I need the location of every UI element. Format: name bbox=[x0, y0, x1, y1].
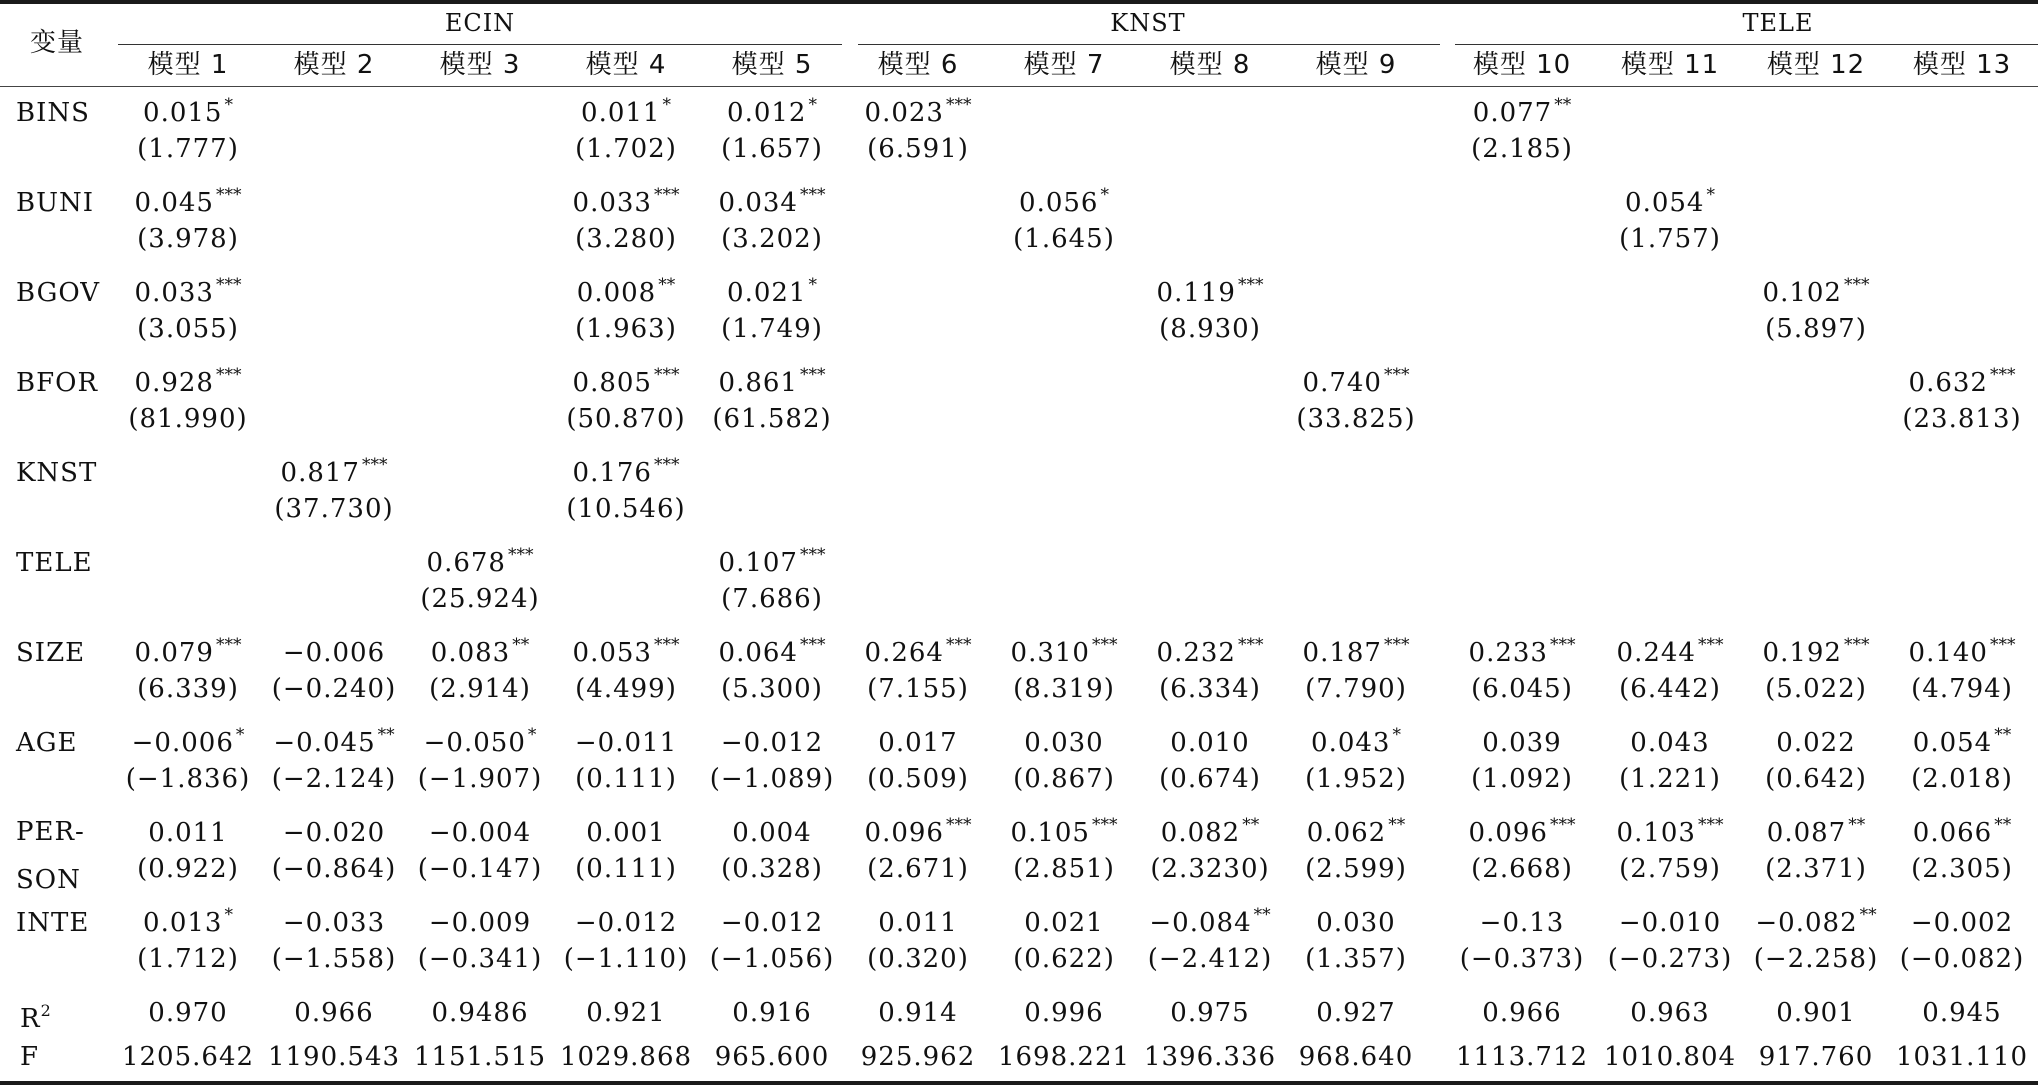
t-stat-cell: (−1.089) bbox=[709, 764, 835, 794]
t-stat-cell: (0.674) bbox=[1159, 764, 1261, 794]
significance-stars: ** bbox=[1994, 815, 2012, 835]
coefficient-cell: 0.011 bbox=[878, 908, 958, 938]
significance-stars: *** bbox=[1383, 635, 1410, 655]
coefficient-cell: −0.012 bbox=[720, 908, 824, 938]
f-value: 965.600 bbox=[714, 1042, 830, 1072]
coefficient-cell: −0.002 bbox=[1910, 908, 2014, 938]
t-stat-cell: (−1.056) bbox=[709, 944, 835, 974]
t-stat-cell: (8.319) bbox=[1013, 674, 1115, 704]
row-label-knst: KNST bbox=[16, 458, 98, 488]
f-value: 925.962 bbox=[860, 1042, 976, 1072]
significance-stars: *** bbox=[799, 185, 826, 205]
significance-stars: ** bbox=[1848, 815, 1866, 835]
coefficient-cell: 0.077 ** bbox=[1472, 95, 1572, 128]
row-label-r2 bbox=[20, 1001, 52, 1034]
t-stat-cell: (−1.836) bbox=[125, 764, 251, 794]
t-stat-cell: (5.300) bbox=[721, 674, 823, 704]
coefficient-cell: 0.244 *** bbox=[1616, 635, 1724, 668]
t-stat-cell: (1.357) bbox=[1305, 944, 1407, 974]
t-stat-cell: (3.055) bbox=[137, 314, 239, 344]
coefficient-cell: 0.740 *** bbox=[1302, 365, 1410, 398]
t-stat-cell: (37.730) bbox=[274, 494, 394, 524]
f-value: 1031.110 bbox=[1895, 1042, 2029, 1072]
coefficient-cell: 0.021 bbox=[1024, 908, 1104, 938]
significance-stars: ** bbox=[1253, 905, 1271, 925]
t-stat-cell: (1.749) bbox=[721, 314, 823, 344]
significance-stars: * bbox=[235, 725, 245, 745]
f-value: 917.760 bbox=[1758, 1042, 1874, 1072]
t-stat-cell: (−0.273) bbox=[1607, 944, 1733, 974]
significance-stars: *** bbox=[361, 455, 388, 475]
significance-stars: *** bbox=[799, 365, 826, 385]
t-stat-cell: (−2.258) bbox=[1753, 944, 1879, 974]
significance-stars: *** bbox=[1091, 815, 1118, 835]
significance-stars: ** bbox=[377, 725, 395, 745]
coefficient-cell: 0.079 *** bbox=[134, 635, 242, 668]
t-stat-cell: (23.813) bbox=[1902, 404, 2022, 434]
coefficient-cell: 0.008 ** bbox=[576, 275, 676, 308]
coefficient-cell: 0.632 *** bbox=[1908, 365, 2016, 398]
r2-value: 0.9486 bbox=[431, 998, 529, 1028]
significance-stars: * bbox=[808, 95, 817, 115]
significance-stars: *** bbox=[653, 635, 680, 655]
r2-value: 0.966 bbox=[294, 998, 374, 1028]
significance-stars: *** bbox=[1237, 275, 1264, 295]
row-label-tele: TELE bbox=[16, 548, 93, 578]
coefficient-cell: 0.043 * bbox=[1311, 725, 1401, 758]
coefficient-cell: 0.105 *** bbox=[1010, 815, 1118, 848]
coefficient-cell: 0.119 *** bbox=[1156, 275, 1264, 308]
significance-stars: *** bbox=[945, 635, 972, 655]
coefficient-cell: 0.001 bbox=[586, 818, 666, 848]
coefficient-cell: 0.678 *** bbox=[426, 545, 534, 578]
significance-stars: *** bbox=[507, 545, 534, 565]
t-stat-cell: (2.371) bbox=[1765, 854, 1867, 884]
coefficient-cell: 0.187 *** bbox=[1302, 635, 1410, 668]
coefficient-cell: −0.012 bbox=[720, 728, 824, 758]
coefficient-cell: 0.033 *** bbox=[572, 185, 680, 218]
t-stat-cell: (−1.110) bbox=[563, 944, 689, 974]
coefficient-cell: 0.064 *** bbox=[718, 635, 826, 668]
model-header-7: 模型 7 bbox=[1023, 50, 1105, 80]
t-stat-cell: (1.777) bbox=[137, 134, 239, 164]
group-header-tele: TELE bbox=[1742, 9, 1814, 37]
significance-stars: ** bbox=[512, 635, 530, 655]
group-line-ecin bbox=[118, 44, 842, 45]
coefficient-cell: 0.017 bbox=[878, 728, 958, 758]
t-stat-cell: (1.657) bbox=[721, 134, 823, 164]
f-value: 1190.543 bbox=[267, 1042, 401, 1072]
coefficient-cell: 0.054 ** bbox=[1912, 725, 2012, 758]
significance-stars: * bbox=[1706, 185, 1715, 205]
t-stat-cell: (6.339) bbox=[137, 674, 239, 704]
significance-stars: ** bbox=[1994, 725, 2012, 745]
model-header-10: 模型 10 bbox=[1472, 50, 1572, 80]
coefficient-cell: 0.030 bbox=[1024, 728, 1104, 758]
t-stat-cell: (7.686) bbox=[721, 584, 823, 614]
t-stat-cell: (−0.147) bbox=[417, 854, 543, 884]
significance-stars: *** bbox=[1697, 815, 1724, 835]
t-stat-cell: (2.018) bbox=[1911, 764, 2013, 794]
t-stat-cell: (3.978) bbox=[137, 224, 239, 254]
coefficient-cell: 0.096 *** bbox=[864, 815, 972, 848]
model-header-11: 模型 11 bbox=[1620, 50, 1720, 80]
t-stat-cell: (−2.124) bbox=[271, 764, 397, 794]
f-value: 1698.221 bbox=[997, 1042, 1131, 1072]
significance-stars: *** bbox=[945, 95, 972, 115]
model-header-9: 模型 9 bbox=[1315, 50, 1397, 80]
f-value: 1151.515 bbox=[413, 1042, 547, 1072]
coefficient-cell: −0.009 bbox=[428, 908, 532, 938]
coefficient-cell: 0.053 *** bbox=[572, 635, 680, 668]
t-stat-cell: (−0.864) bbox=[271, 854, 397, 884]
t-stat-cell: (2.3230) bbox=[1150, 854, 1270, 884]
coefficient-cell: −0.033 bbox=[282, 908, 386, 938]
t-stat-cell: (2.914) bbox=[429, 674, 531, 704]
coefficient-cell: 0.928 *** bbox=[134, 365, 242, 398]
coefficient-cell: 0.015 * bbox=[143, 95, 233, 128]
coefficient-cell: −0.084 ** bbox=[1149, 905, 1271, 938]
model-header-5: 模型 5 bbox=[731, 50, 813, 80]
row-label-size: SIZE bbox=[16, 638, 86, 668]
coefficient-cell: 0.013 * bbox=[143, 905, 233, 938]
coefficient-cell: 0.082 ** bbox=[1160, 815, 1260, 848]
significance-stars: *** bbox=[653, 455, 680, 475]
t-stat-cell: (2.671) bbox=[867, 854, 969, 884]
t-stat-cell: (7.155) bbox=[867, 674, 969, 704]
coefficient-cell: 0.310 *** bbox=[1010, 635, 1118, 668]
model-header-2: 模型 2 bbox=[293, 50, 375, 80]
header-rule bbox=[0, 86, 2038, 87]
t-stat-cell: (1.221) bbox=[1619, 764, 1721, 794]
significance-stars: ** bbox=[658, 275, 676, 295]
t-stat-cell: (0.328) bbox=[721, 854, 823, 884]
significance-stars: *** bbox=[945, 815, 972, 835]
coefficient-cell: 0.817 *** bbox=[280, 455, 388, 488]
significance-stars: *** bbox=[1549, 635, 1576, 655]
t-stat-cell: (3.202) bbox=[721, 224, 823, 254]
coefficient-cell: 0.023 *** bbox=[864, 95, 972, 128]
r2-value: 0.927 bbox=[1316, 998, 1396, 1028]
group-header-ecin: ECIN bbox=[444, 9, 516, 37]
coefficient-cell: −0.011 bbox=[574, 728, 678, 758]
t-stat-cell: (7.790) bbox=[1305, 674, 1407, 704]
coefficient-cell: 0.176 *** bbox=[572, 455, 680, 488]
coefficient-cell: −0.082 ** bbox=[1755, 905, 1877, 938]
coefficient-cell: 0.034 *** bbox=[718, 185, 826, 218]
t-stat-cell: (−0.341) bbox=[417, 944, 543, 974]
model-header-1: 模型 1 bbox=[147, 50, 229, 80]
model-header-8: 模型 8 bbox=[1169, 50, 1251, 80]
significance-stars: *** bbox=[215, 365, 242, 385]
coefficient-cell: 0.054 * bbox=[1625, 185, 1715, 218]
t-stat-cell: (0.642) bbox=[1765, 764, 1867, 794]
t-stat-cell: (61.582) bbox=[712, 404, 832, 434]
t-stat-cell: (0.111) bbox=[575, 854, 677, 884]
r2-superscript: 2 bbox=[40, 1001, 52, 1020]
t-stat-cell: (1.963) bbox=[575, 314, 677, 344]
coefficient-cell: 0.805 *** bbox=[572, 365, 680, 398]
coefficient-cell: 0.033 *** bbox=[134, 275, 242, 308]
significance-stars: *** bbox=[215, 635, 242, 655]
coefficient-cell: 0.107 *** bbox=[718, 545, 826, 578]
significance-stars: ** bbox=[1859, 905, 1877, 925]
coefficient-cell: 0.021 * bbox=[727, 275, 817, 308]
significance-stars: *** bbox=[1843, 635, 1870, 655]
t-stat-cell: (6.591) bbox=[867, 134, 969, 164]
coefficient-cell: 0.066 ** bbox=[1912, 815, 2012, 848]
row-label-bgov: BGOV bbox=[16, 278, 100, 308]
coefficient-cell: −0.13 bbox=[1479, 908, 1565, 938]
coefficient-cell: −0.050 * bbox=[423, 725, 537, 758]
f-value: 968.640 bbox=[1298, 1042, 1414, 1072]
t-stat-cell: (1.702) bbox=[575, 134, 677, 164]
t-stat-cell: (1.757) bbox=[1619, 224, 1721, 254]
t-stat-cell: (−0.240) bbox=[271, 674, 397, 704]
coefficient-cell: 0.083 ** bbox=[430, 635, 530, 668]
bottom-rule bbox=[0, 1081, 2038, 1085]
t-stat-cell: (−2.412) bbox=[1147, 944, 1273, 974]
coefficient-cell: −0.012 bbox=[574, 908, 678, 938]
t-stat-cell: (2.759) bbox=[1619, 854, 1721, 884]
t-stat-cell: (−1.907) bbox=[417, 764, 543, 794]
r2-value: 0.916 bbox=[732, 998, 812, 1028]
t-stat-cell: (−1.558) bbox=[271, 944, 397, 974]
t-stat-cell: (1.952) bbox=[1305, 764, 1407, 794]
coefficient-cell: 0.004 bbox=[732, 818, 812, 848]
t-stat-cell: (2.668) bbox=[1471, 854, 1573, 884]
model-header-4: 模型 4 bbox=[585, 50, 667, 80]
coefficient-cell: 0.010 bbox=[1170, 728, 1250, 758]
model-header-6: 模型 6 bbox=[877, 50, 959, 80]
t-stat-cell: (4.794) bbox=[1911, 674, 2013, 704]
significance-stars: * bbox=[1100, 185, 1109, 205]
t-stat-cell: (6.045) bbox=[1471, 674, 1573, 704]
model-header-3: 模型 3 bbox=[439, 50, 521, 80]
row-label-inte: INTE bbox=[16, 908, 90, 938]
coefficient-cell: 0.102 *** bbox=[1762, 275, 1870, 308]
r2-value: 0.945 bbox=[1922, 998, 2002, 1028]
t-stat-cell: (−0.373) bbox=[1459, 944, 1585, 974]
group-header-knst: KNST bbox=[1110, 9, 1186, 37]
r2-value: 0.914 bbox=[878, 998, 958, 1028]
t-stat-cell: (0.320) bbox=[867, 944, 969, 974]
t-stat-cell: (0.867) bbox=[1013, 764, 1115, 794]
group-line-knst bbox=[858, 44, 1440, 45]
row-label-person: PER- SON bbox=[16, 817, 85, 895]
t-stat-cell: (0.509) bbox=[867, 764, 969, 794]
t-stat-cell: (1.645) bbox=[1013, 224, 1115, 254]
t-stat-cell: (0.622) bbox=[1013, 944, 1115, 974]
variable-header: 变量 bbox=[30, 28, 85, 58]
significance-stars: *** bbox=[1843, 275, 1870, 295]
r2-value: 0.975 bbox=[1170, 998, 1250, 1028]
f-value: 1029.868 bbox=[559, 1042, 693, 1072]
coefficient-cell: −0.006 * bbox=[131, 725, 245, 758]
significance-stars: * bbox=[662, 95, 671, 115]
coefficient-cell: 0.043 bbox=[1630, 728, 1710, 758]
coefficient-cell: 0.022 bbox=[1776, 728, 1856, 758]
r2-value: 0.963 bbox=[1630, 998, 1710, 1028]
r2-value: 0.970 bbox=[148, 998, 228, 1028]
coefficient-cell: −0.020 bbox=[282, 818, 386, 848]
t-stat-cell: (3.280) bbox=[575, 224, 677, 254]
t-stat-cell: (50.870) bbox=[566, 404, 686, 434]
t-stat-cell: (2.305) bbox=[1911, 854, 2013, 884]
t-stat-cell: (0.111) bbox=[575, 764, 677, 794]
t-stat-cell: (2.851) bbox=[1013, 854, 1115, 884]
significance-stars: *** bbox=[215, 185, 242, 205]
coefficient-cell: 0.264 *** bbox=[864, 635, 972, 668]
coefficient-cell: 0.011 * bbox=[581, 95, 671, 128]
coefficient-cell: 0.861 *** bbox=[718, 365, 826, 398]
coefficient-cell: 0.045 *** bbox=[134, 185, 242, 218]
coefficient-cell: 0.030 bbox=[1316, 908, 1396, 938]
significance-stars: *** bbox=[215, 275, 242, 295]
row-label-buni: BUNI bbox=[16, 188, 95, 218]
significance-stars: * bbox=[224, 95, 233, 115]
t-stat-cell: (5.897) bbox=[1765, 314, 1867, 344]
significance-stars: ** bbox=[1554, 95, 1572, 115]
coefficient-cell: 0.039 bbox=[1482, 728, 1562, 758]
coefficient-cell: 0.012 * bbox=[727, 95, 817, 128]
t-stat-cell: (6.442) bbox=[1619, 674, 1721, 704]
significance-stars: *** bbox=[799, 635, 826, 655]
significance-stars: *** bbox=[653, 185, 680, 205]
coefficient-cell: −0.045 ** bbox=[273, 725, 395, 758]
coefficient-cell: −0.010 bbox=[1618, 908, 1722, 938]
t-stat-cell: (−0.082) bbox=[1899, 944, 2025, 974]
f-value: 1113.712 bbox=[1455, 1042, 1589, 1072]
t-stat-cell: (25.924) bbox=[420, 584, 540, 614]
row-label-age: AGE bbox=[16, 728, 78, 758]
significance-stars: * bbox=[808, 275, 817, 295]
t-stat-cell: (1.712) bbox=[137, 944, 239, 974]
f-value: 1205.642 bbox=[121, 1042, 255, 1072]
coefficient-cell: 0.103 *** bbox=[1616, 815, 1724, 848]
r2-value: 0.921 bbox=[586, 998, 666, 1028]
top-rule bbox=[0, 0, 2038, 4]
t-stat-cell: (33.825) bbox=[1296, 404, 1416, 434]
coefficient-cell: 0.140 *** bbox=[1908, 635, 2016, 668]
significance-stars: *** bbox=[799, 545, 826, 565]
f-value: 1396.336 bbox=[1143, 1042, 1277, 1072]
t-stat-cell: (6.334) bbox=[1159, 674, 1261, 704]
row-label-bfor: BFOR bbox=[16, 368, 99, 398]
significance-stars: ** bbox=[1242, 815, 1260, 835]
coefficient-cell: −0.004 bbox=[428, 818, 532, 848]
row-label-f: F bbox=[20, 1042, 40, 1072]
row-label-bins: BINS bbox=[16, 98, 90, 128]
t-stat-cell: (1.092) bbox=[1471, 764, 1573, 794]
t-stat-cell: (0.922) bbox=[137, 854, 239, 884]
significance-stars: *** bbox=[1989, 635, 2016, 655]
t-stat-cell: (8.930) bbox=[1159, 314, 1261, 344]
t-stat-cell: (5.022) bbox=[1765, 674, 1867, 704]
r2-value: 0.901 bbox=[1776, 998, 1856, 1028]
t-stat-cell: (81.990) bbox=[128, 404, 248, 434]
coefficient-cell: −0.006 bbox=[282, 638, 386, 668]
f-value: 1010.804 bbox=[1603, 1042, 1737, 1072]
significance-stars: *** bbox=[1091, 635, 1118, 655]
r2-value: 0.996 bbox=[1024, 998, 1104, 1028]
coefficient-cell: 0.056 * bbox=[1019, 185, 1109, 218]
significance-stars: *** bbox=[1383, 365, 1410, 385]
significance-stars: * bbox=[527, 725, 537, 745]
significance-stars: *** bbox=[1697, 635, 1724, 655]
model-header-12: 模型 12 bbox=[1766, 50, 1866, 80]
model-header-13: 模型 13 bbox=[1912, 50, 2012, 80]
t-stat-cell: (2.599) bbox=[1305, 854, 1407, 884]
significance-stars: *** bbox=[1549, 815, 1576, 835]
significance-stars: * bbox=[224, 905, 233, 925]
significance-stars: *** bbox=[653, 365, 680, 385]
coefficient-cell: 0.233 *** bbox=[1468, 635, 1576, 668]
significance-stars: *** bbox=[1989, 365, 2016, 385]
t-stat-cell: (4.499) bbox=[575, 674, 677, 704]
significance-stars: ** bbox=[1388, 815, 1406, 835]
coefficient-cell: 0.232 *** bbox=[1156, 635, 1264, 668]
t-stat-cell: (2.185) bbox=[1471, 134, 1573, 164]
r2-value: 0.966 bbox=[1482, 998, 1562, 1028]
significance-stars: *** bbox=[1237, 635, 1264, 655]
coefficient-cell: 0.192 *** bbox=[1762, 635, 1870, 668]
r2-base: R bbox=[20, 1004, 41, 1034]
coefficient-cell: 0.062 ** bbox=[1306, 815, 1406, 848]
t-stat-cell: (10.546) bbox=[566, 494, 686, 524]
coefficient-cell: 0.096 *** bbox=[1468, 815, 1576, 848]
coefficient-cell: 0.011 bbox=[148, 818, 228, 848]
group-line-tele bbox=[1455, 44, 2038, 45]
coefficient-cell: 0.087 ** bbox=[1766, 815, 1866, 848]
significance-stars: * bbox=[1392, 725, 1401, 745]
